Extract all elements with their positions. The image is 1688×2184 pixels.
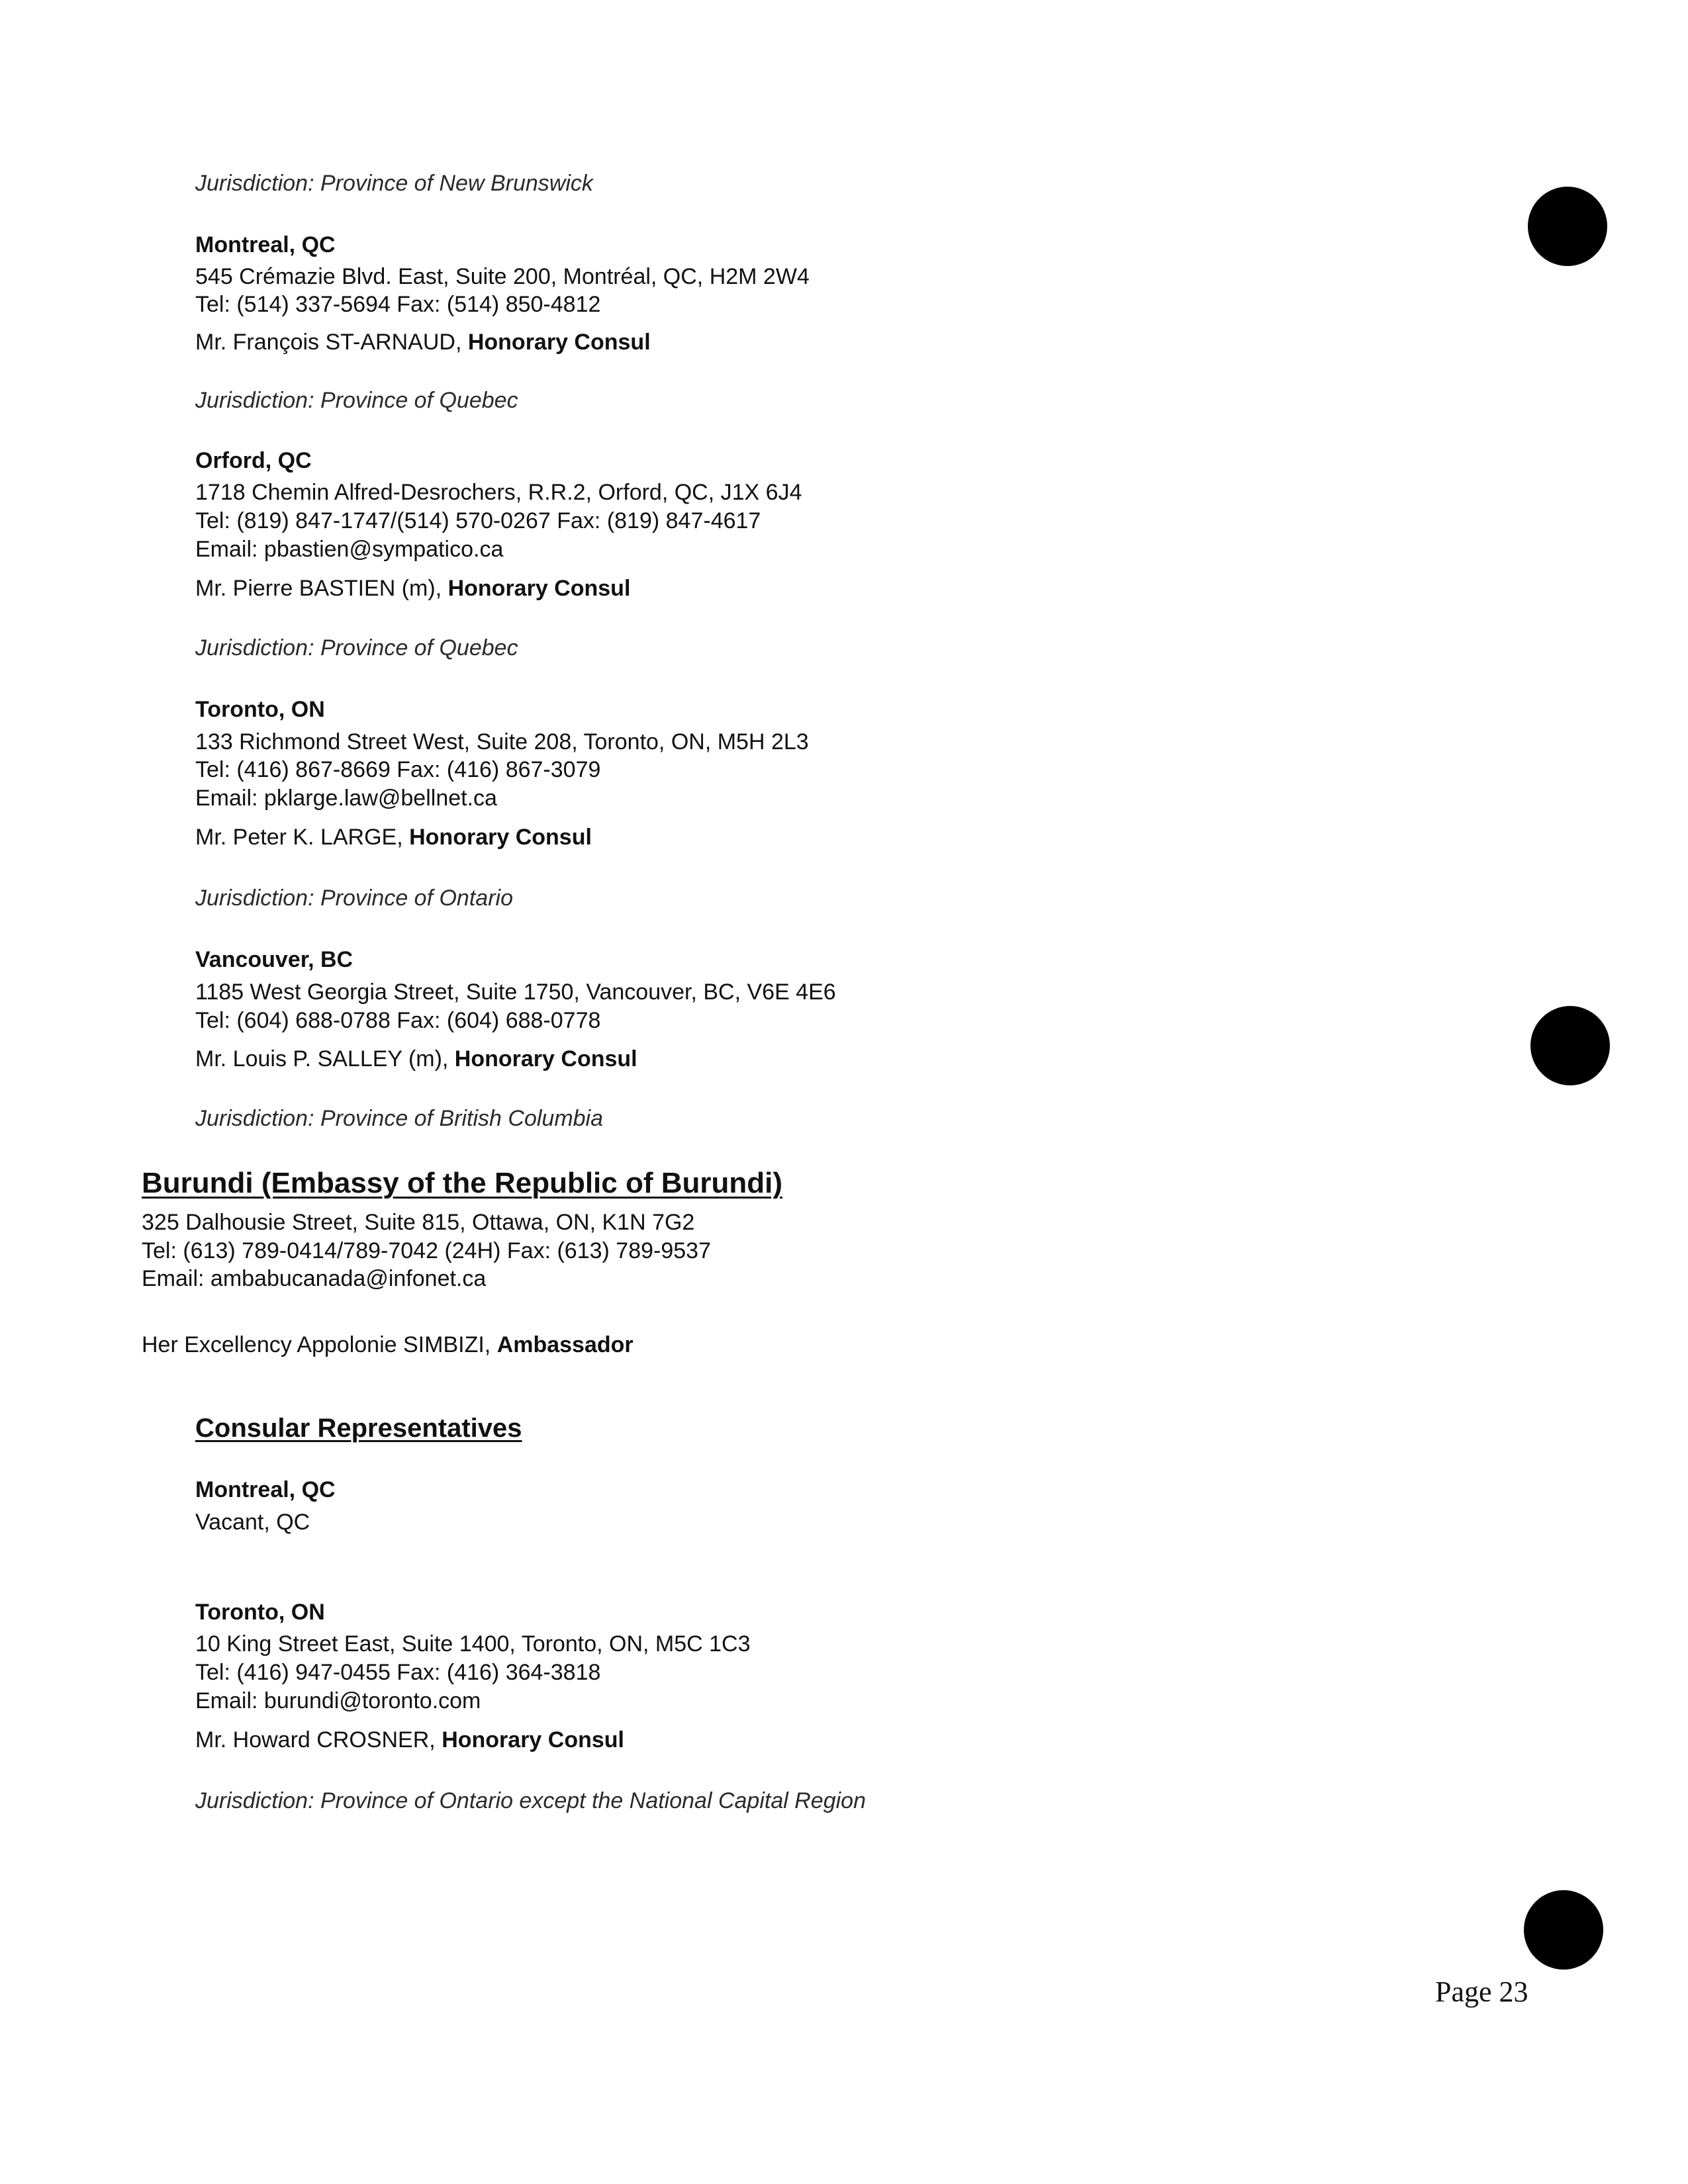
jurisdiction-toronto-burundi: Jurisdiction: Province of Ontario except the National Capital Region	[195, 1788, 866, 1813]
consul-orford	[195, 575, 630, 602]
punch-hole-bottom	[1524, 1890, 1603, 1970]
city-heading-toronto: Toronto, ON	[195, 697, 325, 722]
jurisdiction-vancouver: Jurisdiction: Province of British Columbia	[195, 1106, 604, 1131]
jurisdiction-orford: Jurisdiction: Province of Quebec	[195, 635, 518, 660]
phone-fax-toronto-burundi: Tel: (416) 947-0455 Fax: (416) 364-3818	[195, 1660, 601, 1685]
city-heading-vancouver: Vancouver, BC	[195, 947, 353, 972]
jurisdiction-toronto: Jurisdiction: Province of Ontario	[195, 886, 513, 911]
consul-vancouver	[195, 1046, 637, 1072]
ambassador	[142, 1332, 633, 1358]
consul-title: Honorary Consul	[447, 576, 631, 601]
consul-name: Mr. Pierre BASTIEN (m),	[195, 576, 448, 601]
city-heading-montreal-burundi: Montreal, QC	[195, 1477, 336, 1502]
address-toronto: 133 Richmond Street West, Suite 208, Toronto, ON, M5H 2L3	[195, 729, 809, 754]
consul-title: Honorary Consul	[442, 1727, 624, 1752]
consul-toronto-burundi	[195, 1727, 624, 1753]
phone-fax-toronto: Tel: (416) 867-8669 Fax: (416) 867-3079	[195, 757, 601, 782]
address-orford: 1718 Chemin Alfred-Desrochers, R.R.2, Orford, QC, J1X 6J4	[195, 480, 802, 505]
punch-hole-top	[1528, 187, 1607, 266]
city-heading-toronto-burundi: Toronto, ON	[195, 1600, 325, 1625]
ambassador-name: Her Excellency Appolonie SIMBIZI,	[142, 1332, 497, 1357]
embassy-email: Email: ambabucanada@infonet.ca	[142, 1266, 487, 1291]
consul-montreal	[195, 329, 651, 355]
phone-fax-montreal: Tel: (514) 337-5694 Fax: (514) 850-4812	[195, 292, 601, 317]
ambassador-title: Ambassador	[496, 1332, 633, 1357]
email-orford: Email: pbastien@sympatico.ca	[195, 537, 504, 562]
address-montreal: 545 Crémazie Blvd. East, Suite 200, Montréal, QC, H2M 2W4	[195, 264, 810, 289]
embassy-address: 325 Dalhousie Street, Suite 815, Ottawa, ON, K1N 7G2	[142, 1210, 695, 1235]
consular-representatives-heading: Consular Representatives	[195, 1414, 522, 1443]
city-heading-orford: Orford, QC	[195, 448, 312, 473]
punch-hole-middle	[1530, 1006, 1610, 1085]
embassy-phone-fax: Tel: (613) 789-0414/789-7042 (24H) Fax: (613) 789-9537	[142, 1238, 711, 1263]
phone-fax-orford: Tel: (819) 847-1747/(514) 570-0267 Fax: (819) 847-4617	[195, 508, 761, 533]
phone-fax-vancouver: Tel: (604) 688-0788 Fax: (604) 688-0778	[195, 1008, 601, 1033]
consul-title: Honorary Consul	[409, 825, 592, 850]
address-vancouver: 1185 West Georgia Street, Suite 1750, Vancouver, BC, V6E 4E6	[195, 979, 836, 1005]
page-number: Page 23	[1435, 1976, 1528, 2008]
consul-name: Mr. Peter K. LARGE,	[195, 825, 410, 850]
address-toronto-burundi: 10 King Street East, Suite 1400, Toronto, ON, M5C 1C3	[195, 1631, 751, 1657]
status-montreal-burundi: Vacant, QC	[195, 1510, 310, 1535]
consul-name: Mr. François ST-ARNAUD,	[195, 330, 468, 355]
jurisdiction-new-brunswick: Jurisdiction: Province of New Brunswick	[195, 171, 593, 196]
consul-title: Honorary Consul	[467, 330, 651, 355]
city-heading-montreal: Montreal, QC	[195, 232, 336, 257]
jurisdiction-montreal: Jurisdiction: Province of Quebec	[195, 388, 518, 413]
consul-name: Mr. Howard CROSNER,	[195, 1727, 442, 1752]
email-toronto: Email: pklarge.law@bellnet.ca	[195, 786, 497, 811]
embassy-heading-burundi: Burundi (Embassy of the Republic of Burundi)	[142, 1167, 782, 1199]
email-toronto-burundi: Email: burundi@toronto.com	[195, 1688, 481, 1713]
consul-title: Honorary Consul	[454, 1046, 637, 1071]
consul-name: Mr. Louis P. SALLEY (m),	[195, 1046, 455, 1071]
consul-toronto	[195, 824, 592, 850]
